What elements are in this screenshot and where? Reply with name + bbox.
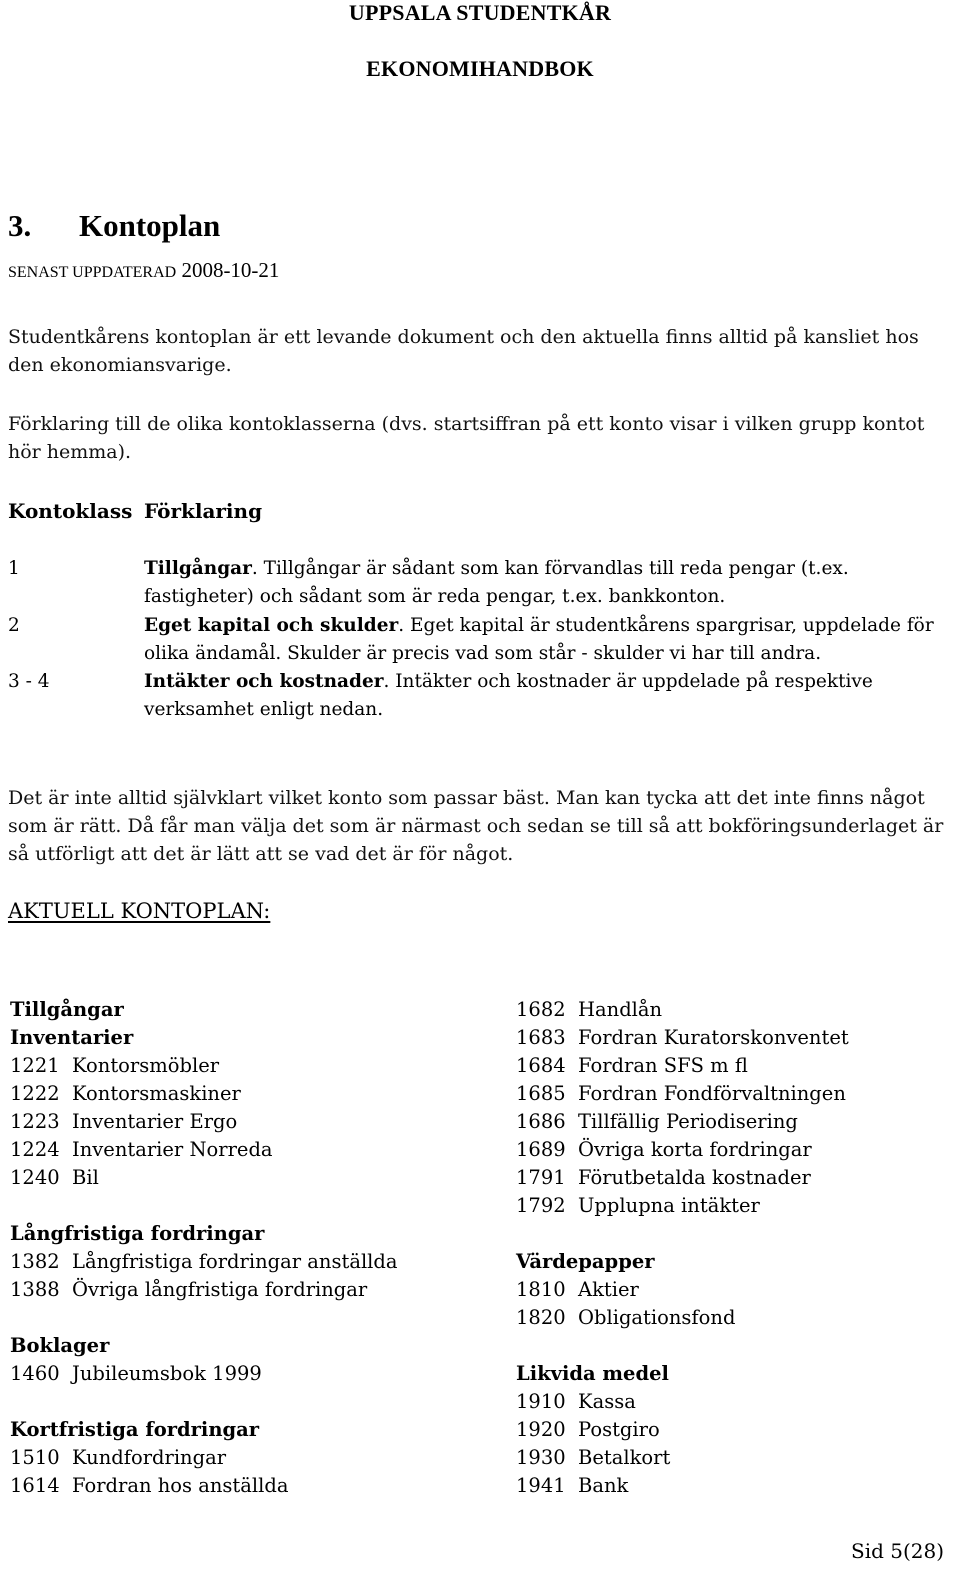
intro-paragraph-2: Förklaring till de olika kontoklasserna (dvs. startsiffran på ett konto visar i vilken grupp kontot hör hemma). [8,413,925,463]
account-row [10,1136,273,1164]
class-number: 3 - 4 [8,671,50,692]
account-row [516,1080,846,1108]
class-description: . Intäkter och kostnader är uppdelade på respektive verksamhet enligt nedan. [144,671,873,720]
account-row [516,1416,660,1444]
page-number: Sid 5(28) [851,1539,945,1563]
account-label: Fordran hos anställda [72,1474,289,1497]
class-explanation [144,612,944,668]
account-row [10,1248,398,1276]
account-label: Kontorsmaskiner [72,1082,241,1105]
class-number: 2 [8,615,20,636]
account-group-heading: Kortfristiga fordringar [10,1418,260,1441]
account-row [516,1444,670,1472]
account-row [10,1052,219,1080]
account-row [516,1164,811,1192]
account-group-heading: Tillgångar [10,998,124,1021]
class-description: . Tillgångar är sådant som kan förvandlas till reda pengar (t.ex. fastigheter) och sådant som är reda pengar, t.ex. bankkonton. [144,558,849,607]
account-label: Betalkort [578,1446,671,1469]
account-label: Upplupna intäkter [578,1194,760,1217]
account-row [516,1136,812,1164]
account-number: 1689 [516,1138,566,1161]
account-group-heading: Inventarier [10,1026,134,1049]
account-row [10,1164,99,1192]
updated-label: SENAST UPPDATERAD [8,264,177,281]
account-number: 1930 [516,1446,566,1469]
account-label: Jubileumsbok 1999 [72,1362,262,1385]
account-number: 1684 [516,1054,566,1077]
account-label: Kontorsmöbler [72,1054,220,1077]
account-row [516,996,662,1024]
account-label: Inventarier Norreda [72,1138,273,1161]
account-label: Fordran Fondförvaltningen [578,1082,846,1105]
account-row [516,1108,798,1136]
account-label: Övriga långfristiga fordringar [72,1278,368,1301]
account-row [516,1472,628,1500]
account-row [516,1388,636,1416]
class-description: . Eget kapital är studentkårens spargrisar, uppdelade för olika ändamål. Skulder är precis vad som står - skulder vi har till andra. [144,615,934,664]
class-number: 1 [8,558,20,579]
aktuell-kontoplan-heading: AKTUELL KONTOPLAN: [8,899,271,923]
class-name: Eget kapital och skulder [144,615,399,636]
account-number: 1941 [516,1474,566,1497]
account-number: 1683 [516,1026,566,1049]
account-label: Tillfällig Periodisering [578,1110,798,1133]
account-number: 1820 [516,1306,566,1329]
account-label: Kassa [578,1390,636,1413]
account-row [516,1276,639,1304]
account-row [10,1108,237,1136]
account-number: 1682 [516,998,566,1021]
account-label: Långfristiga fordringar anställda [72,1250,398,1273]
account-group-heading: Långfristiga fordringar [10,1222,265,1245]
account-group-heading: Värdepapper [516,1250,655,1273]
account-number: 1910 [516,1390,566,1413]
account-row [10,1276,367,1304]
account-number: 1388 [10,1278,60,1301]
account-label: Bil [72,1166,99,1189]
account-group-heading: Boklager [10,1334,110,1357]
handbook-title: EKONOMIHANDBOK [366,56,594,81]
account-label: Kundfordringar [72,1446,227,1469]
account-label: Förutbetalda kostnader [578,1166,811,1189]
org-name: UPPSALA STUDENTKÅR [348,0,612,25]
account-label: Övriga korta fordringar [578,1138,812,1161]
account-number: 1222 [10,1082,60,1105]
class-name: Tillgångar [144,558,252,579]
account-row [516,1024,849,1052]
note-paragraph: Det är inte alltid självklart vilket konto som passar bäst. Man kan tycka att det inte finns något som är rätt. Då får man välja det som är närmast och sedan se till så att bokföringsunderlaget är så utförligt att det är lätt att se vad det är för något. [8,787,944,865]
updated-date: 2008-10-21 [181,258,280,282]
class-explanation [144,668,944,724]
account-number: 1510 [10,1446,60,1469]
account-label: Obligationsfond [578,1306,736,1329]
account-label: Inventarier Ergo [72,1110,238,1133]
section-title: Kontoplan [79,208,221,243]
account-row [10,1444,226,1472]
account-label: Postgiro [578,1418,660,1441]
account-label: Aktier [578,1278,639,1301]
account-number: 1460 [10,1362,60,1385]
account-number: 1791 [516,1166,566,1189]
account-row [516,1052,748,1080]
account-number: 1685 [516,1082,566,1105]
account-number: 1223 [10,1110,60,1133]
updated-line [8,258,279,283]
account-number: 1382 [10,1250,60,1273]
section-number: 3. [8,208,32,243]
account-number: 1686 [516,1110,566,1133]
account-number: 1792 [516,1194,566,1217]
intro-paragraph-1: Studentkårens kontoplan är ett levande dokument och den aktuella finns alltid på kansliet hos den ekonomiansvarige. [8,326,919,376]
account-label: Bank [578,1474,629,1497]
account-label: Fordran Kuratorskonventet [578,1026,849,1049]
class-explanation [144,555,944,611]
class-table-header-forklaring: Förklaring [144,499,263,523]
account-number: 1240 [10,1166,60,1189]
account-number: 1221 [10,1054,60,1077]
account-number: 1920 [516,1418,566,1441]
account-row [516,1192,760,1220]
account-row [10,1360,262,1388]
account-number: 1614 [10,1474,60,1497]
class-table-header-kontoklass: Kontoklass [8,499,133,523]
account-group-heading: Likvida medel [516,1362,669,1385]
account-row [10,1472,288,1500]
class-name: Intäkter och kostnader [144,671,384,692]
account-row [10,1080,241,1108]
account-label: Handlån [578,998,663,1021]
account-number: 1224 [10,1138,60,1161]
account-number: 1810 [516,1278,566,1301]
account-label: Fordran SFS m fl [578,1054,748,1077]
account-row [516,1304,735,1332]
